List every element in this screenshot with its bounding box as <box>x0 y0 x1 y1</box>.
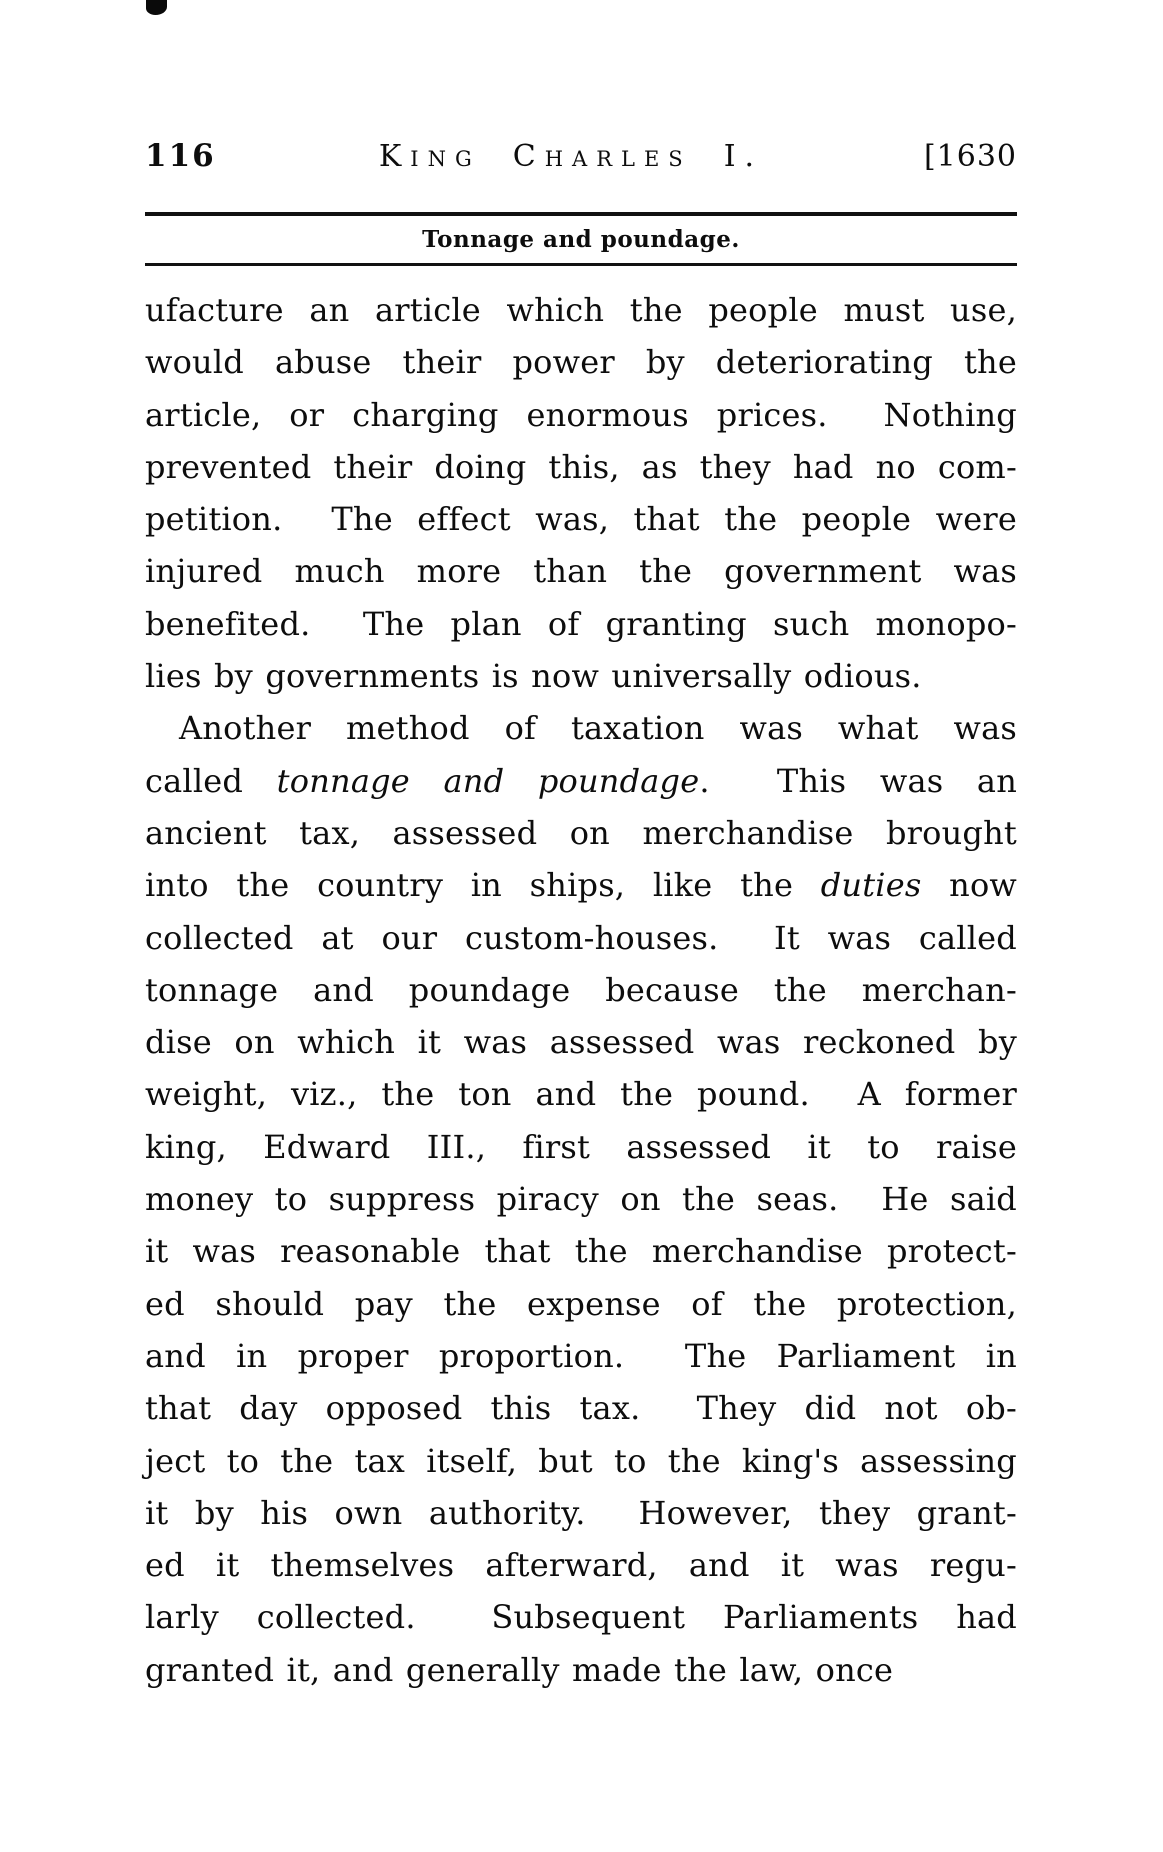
text-segment: would abuse their power by deteriorating the <box>145 343 1017 382</box>
text-line <box>145 1278 1017 1330</box>
text-line <box>145 493 1017 545</box>
text-line <box>145 1487 1017 1539</box>
text-segment: ufacture an article which the people must use, <box>145 291 1017 329</box>
text-line <box>145 389 1017 441</box>
text-segment: tonnage and poundage because the merchan- <box>145 970 1017 1009</box>
text-line <box>145 1539 1017 1591</box>
text-segment: benefited. The plan of granting such monopo- <box>145 604 1017 643</box>
text-line <box>145 1591 1017 1643</box>
text-segment: ject to the tax itself, but to the king's assessing <box>145 1441 1017 1480</box>
italic-text: tonnage and poundage <box>276 761 700 800</box>
text-segment: Another method of taxation was what was <box>179 709 1017 748</box>
text-line <box>145 1121 1017 1173</box>
text-segment: lies by governments is now universally odious. <box>145 657 922 696</box>
text-line <box>145 1330 1017 1382</box>
text-segment: collected at our custom-houses. It was called <box>145 918 1017 957</box>
text-segment: . This was an <box>699 761 1017 800</box>
text-line <box>145 545 1017 597</box>
text-segment: petition. The effect was, that the people were <box>145 500 1017 539</box>
text-segment: king, Edward III., first assessed it to raise <box>145 1127 1017 1166</box>
text-line <box>145 1016 1017 1068</box>
text-segment: weight, viz., the ton and the pound. A former <box>145 1075 1017 1114</box>
text-line <box>145 1173 1017 1225</box>
text-line <box>145 964 1017 1016</box>
text-segment: that day opposed this tax. They did not ob- <box>145 1389 1017 1428</box>
page-header <box>145 138 1017 174</box>
text-segment: ed should pay the expense of the protection, <box>145 1284 1017 1323</box>
text-line <box>145 1068 1017 1120</box>
text-segment: it was reasonable that the merchandise protect- <box>145 1232 1017 1271</box>
section-caption: Tonnage and poundage. <box>422 226 740 253</box>
text-segment: now <box>921 866 1017 905</box>
text-line <box>145 650 1017 702</box>
text-line <box>145 1382 1017 1434</box>
text-segment: dise on which it was assessed was reckoned by <box>145 1023 1017 1062</box>
header-rule-bottom <box>145 263 1017 266</box>
text-segment: ed it themselves afterward, and it was regu- <box>145 1546 1017 1585</box>
text-line <box>145 598 1017 650</box>
scan-artifact-mark <box>146 0 167 15</box>
text-line <box>145 912 1017 964</box>
text-segment: it by his own authority. However, they grant- <box>145 1493 1017 1532</box>
text-segment: money to suppress piracy on the seas. He said <box>145 1180 1017 1219</box>
text-line <box>145 1435 1017 1487</box>
text-line <box>145 284 1017 336</box>
text-segment: larly collected. Subsequent Parliaments had <box>145 1598 1017 1637</box>
text-segment: called <box>145 761 277 800</box>
text-segment: ancient tax, assessed on merchandise brought <box>145 813 1017 852</box>
text-segment: article, or charging enormous prices. Nothing <box>145 395 1017 434</box>
text-line <box>145 859 1017 911</box>
running-title: King Charles I. <box>378 139 764 174</box>
text-segment: prevented their doing this, as they had no com- <box>145 447 1017 486</box>
text-segment: and in proper proportion. The Parliament in <box>145 1336 1017 1375</box>
text-segment: into the country in ships, like the <box>145 866 821 905</box>
text-line <box>145 755 1017 807</box>
text-segment: injured much more than the government was <box>145 552 1017 591</box>
year-label: [1630 <box>923 139 1017 174</box>
text-segment: granted it, and generally made the law, once <box>145 1650 894 1689</box>
page-number: 116 <box>145 138 216 174</box>
text-line <box>145 336 1017 388</box>
header-rule-top <box>145 212 1017 216</box>
text-line <box>145 441 1017 493</box>
italic-text: duties <box>820 866 922 905</box>
text-line <box>145 1644 1017 1696</box>
text-line <box>145 702 1017 754</box>
body-text <box>145 284 1017 1696</box>
text-line <box>145 807 1017 859</box>
text-line <box>145 1225 1017 1277</box>
